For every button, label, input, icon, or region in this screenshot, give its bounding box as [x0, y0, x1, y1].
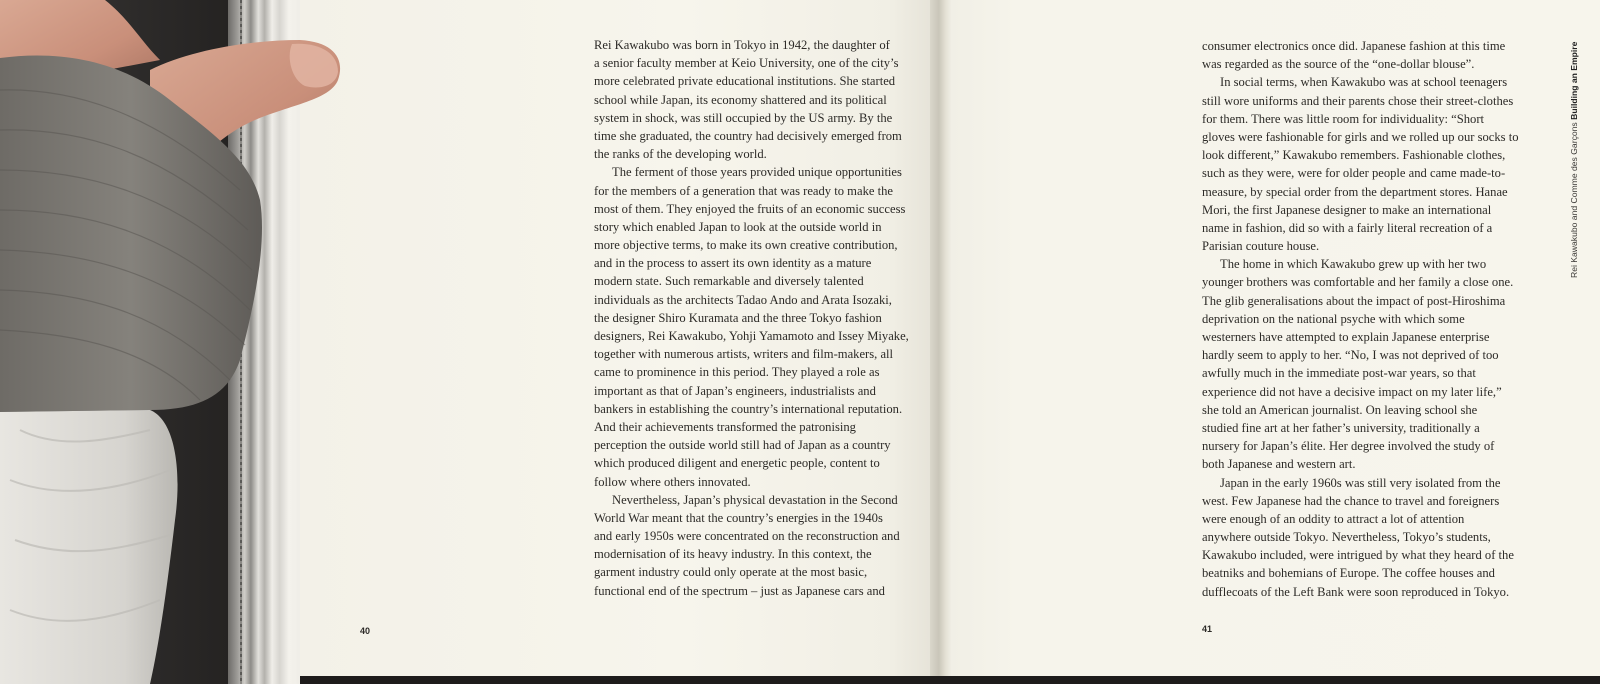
right-page-body-text — [1202, 37, 1519, 601]
text-line: and in the process to assert its own identity as a mature — [594, 256, 872, 271]
text-line: deprivation on the national psyche with which some — [1202, 311, 1465, 326]
right-page-number: 41 — [1202, 624, 1213, 634]
text-line: Japan in the early 1960s was still very isolated from the — [1220, 475, 1501, 490]
text-line: follow where others innovated. — [594, 474, 751, 489]
text-line: dufflecoats of the Left Bank were soon reproduced in Tokyo. — [1202, 584, 1510, 599]
text-line: The home in which Kawakubo grew up with her two — [1220, 257, 1487, 272]
running-head — [1569, 42, 1579, 278]
text-line: perception the outside world still had of Japan as a country — [594, 438, 891, 453]
text-line: she told an American journalist. On leaving school she — [1202, 402, 1478, 417]
running-head-book-title: Rei Kawakubo and Comme des Garçons — [1569, 122, 1579, 278]
bottom-shadow-edge — [300, 676, 1600, 684]
text-line: In social terms, when Kawakubo was at school teenagers — [1220, 75, 1508, 90]
text-line: most of them. They enjoyed the fruits of an economic success — [594, 201, 906, 216]
text-line: experience did not have a decisive impact on my later life,” — [1202, 384, 1502, 399]
text-line: beatniks and bohemians of Europe. The coffee houses and — [1202, 566, 1495, 581]
text-line: nursery for Japan’s élite. Her degree involved the study of — [1202, 439, 1495, 454]
text-line: anywhere outside Tokyo. Nevertheless, Tokyo’s students, — [1202, 530, 1491, 545]
text-line: Mori, the first Japanese designer to make an international — [1202, 202, 1492, 217]
text-line: awfully much in the immediate post-war years, so that — [1202, 366, 1476, 381]
text-line: Parisian couture house. — [1202, 239, 1320, 254]
text-line: modernisation of its heavy industry. In this context, the — [594, 547, 872, 562]
text-line: a senior faculty member at Keio University, one of the city’s — [594, 56, 899, 71]
text-line: Kawakubo included, were intrigued by what they heard of the — [1202, 548, 1514, 563]
text-line: story which enabled Japan to look at the outside world in — [594, 219, 882, 234]
text-line: for the members of a generation that was ready to make the — [594, 183, 893, 198]
text-line: time she graduated, the country had decisively emerged from — [594, 128, 902, 143]
text-line: were enough of an oddity to attract a lot of attention — [1202, 511, 1465, 526]
text-line: studied fine art at her father’s university, traditionally a — [1202, 420, 1480, 435]
text-line: for them. There was little room for individuality: “Short — [1202, 111, 1485, 126]
text-line: bankers in establishing the country’s international reputation. — [594, 401, 903, 416]
text-line: system in shock, was still occupied by the US army. By the — [594, 110, 893, 125]
text-line: still wore uniforms and their parents chose their street-clothes — [1202, 93, 1514, 108]
text-line: individuals as the architects Tadao Ando and Arata Isozaki, — [594, 292, 892, 307]
text-line: modern state. Such remarkable and diversely talented — [594, 274, 864, 289]
text-line: came to prominence in this period. They played a role as — [594, 365, 880, 380]
text-line: Nevertheless, Japan’s physical devastation in the Second — [612, 492, 898, 507]
text-line: more celebrated private educational institutions. She started — [594, 74, 896, 89]
text-line: World War meant that the country’s energies in the 1940s — [594, 510, 883, 525]
text-line: the ranks of the developing world. — [594, 147, 767, 162]
text-line: more objective terms, to make its own creative contribution, — [594, 238, 898, 253]
text-line: both Japanese and western art. — [1202, 457, 1356, 472]
left-page-body-text — [594, 36, 909, 600]
text-line: which produced diligent and energetic people, content to — [594, 456, 880, 471]
text-line: The glib generalisations about the impact of post-Hiroshima — [1202, 293, 1506, 308]
text-line: west. Few Japanese had the chance to travel and foreigners — [1202, 493, 1500, 508]
text-line: designers, Rei Kawakubo, Yohji Yamamoto and Issey Miyake, — [594, 329, 909, 343]
book-gutter — [930, 0, 952, 684]
text-line: name in fashion, did so with a fairly literal recreation of a — [1202, 220, 1493, 235]
text-line: such as they were, were for older people and came made-to- — [1202, 166, 1506, 181]
text-line: And their achievements transformed the patronising — [594, 419, 856, 434]
text-line: The ferment of those years provided unique opportunities — [612, 165, 902, 180]
text-line: measure, by special order from the department stores. Hanae — [1202, 184, 1508, 199]
text-line: was regarded as the source of the “one-dollar blouse”. — [1202, 57, 1475, 72]
text-line: westerners have attempted to explain Japanese enterprise — [1202, 330, 1490, 344]
text-line: important as that of Japan’s engineers, industrialists and — [594, 383, 876, 398]
white-shirt-cuff — [0, 410, 178, 684]
text-line: gloves were fashionable for girls and we rolled up our socks to — [1202, 129, 1519, 144]
text-line: the designer Shiro Kuramata and the three Tokyo fashion — [594, 310, 882, 325]
text-line: together with numerous artists, writers and film-makers, all — [594, 347, 894, 362]
left-page-number: 40 — [360, 626, 371, 636]
running-head-chapter-title: Building an Empire — [1569, 41, 1579, 120]
text-line: garment industry could only operate at the most basic, — [594, 565, 868, 580]
text-line: hardly seem to apply to her. “No, I was not deprived of too — [1202, 348, 1499, 363]
holding-hand-photo — [0, 0, 360, 684]
text-line: Rei Kawakubo was born in Tokyo in 1942, the daughter of — [594, 38, 890, 52]
text-line: school while Japan, its economy shattered and its political — [594, 92, 887, 107]
text-line: look different,” Kawakubo remembers. Fashionable clothes, — [1202, 148, 1506, 163]
text-line: functional end of the spectrum – just as Japanese cars and — [594, 583, 885, 598]
text-line: and early 1950s were concentrated on the reconstruction and — [594, 529, 900, 544]
text-line: younger brothers was comfortable and her family a close one. — [1202, 275, 1514, 290]
text-line: consumer electronics once did. Japanese fashion at this time — [1202, 39, 1506, 53]
